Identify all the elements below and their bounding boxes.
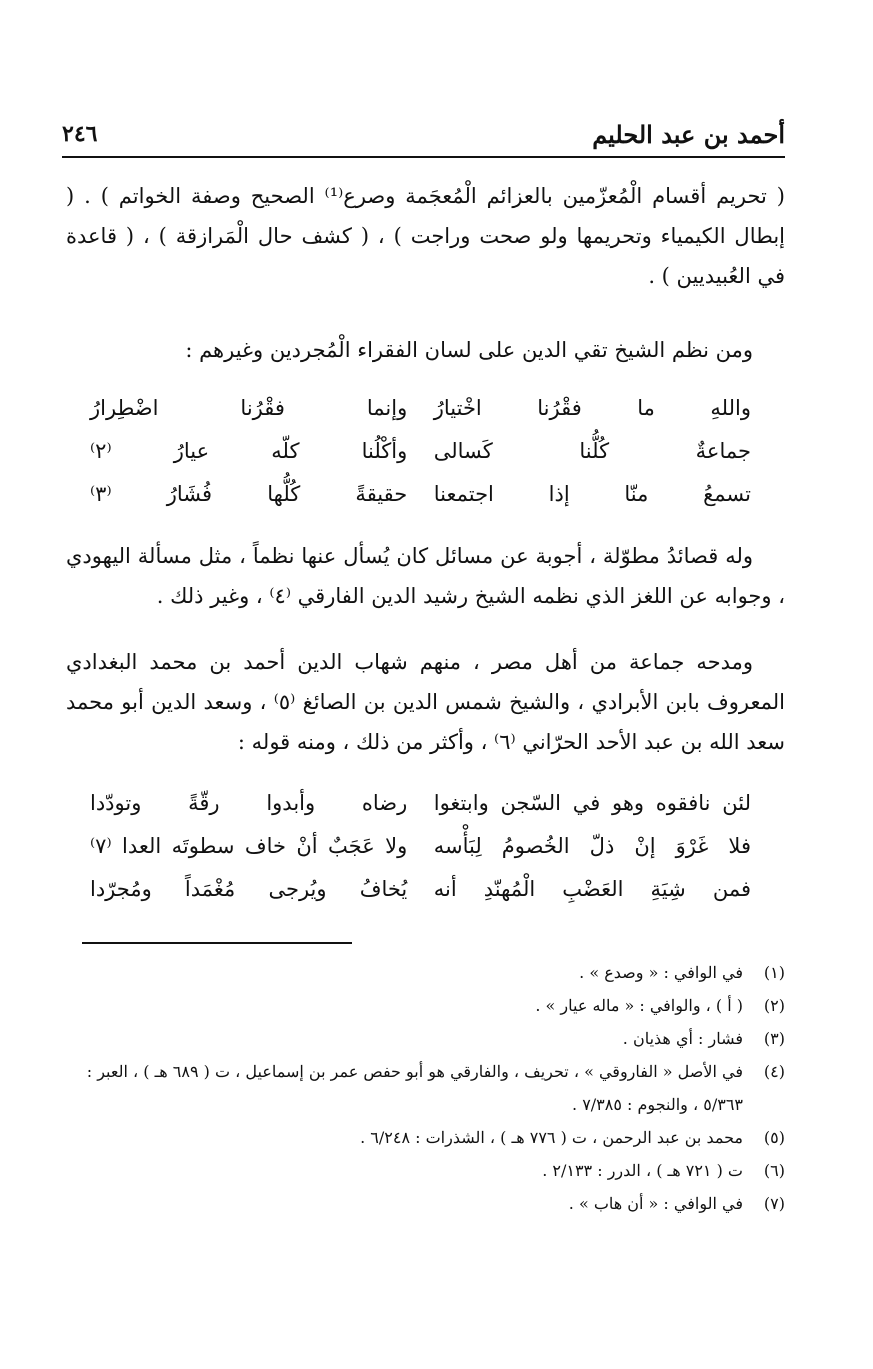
footnote-number: (٣)	[763, 1029, 785, 1048]
footnote-item	[70, 1154, 785, 1187]
verse-right-hemistich: لئن نافقوه وهو في السّجن وابتغوا	[433, 790, 751, 815]
footnote-number: (٧)	[763, 1194, 785, 1213]
poem-two	[90, 781, 751, 910]
footnote-separator	[82, 942, 352, 944]
page-header	[62, 112, 785, 158]
verse-line	[90, 781, 751, 824]
footnote-item	[70, 956, 785, 989]
footnote-item	[70, 1055, 785, 1121]
verse-right-hemistich: فمن شِيَةِ العَضْبِ الْمُهنّدِ أنه	[433, 876, 751, 901]
footnote-item	[70, 1121, 785, 1154]
footnote-item	[70, 989, 785, 1022]
paragraph-long-poems: وله قصائدُ مطوّلة ، أجوبة عن مسائل كان يُسأل عنها نظماً ، مثل مسألة اليهودي ، وجوابه عن اللغز الذي نظمه الشيخ رشيد الدين الفارقي ⁽٤⁾ ، وغير ذلك .	[66, 544, 785, 608]
poem-one	[90, 386, 751, 515]
verse-line	[90, 867, 751, 910]
verse-left-hemistich: رضاه وأبدوا رقّةً وتودّدا	[90, 790, 408, 815]
footnote-text: محمد بن عبد الرحمن ، ت ( ٧٧٦ هـ ) ، الشذرات : ٦/٢٤٨ .	[360, 1128, 743, 1147]
footnote-text: فشار : أي هذيان .	[622, 1029, 743, 1048]
footnote-item	[70, 1187, 785, 1220]
verse-right-hemistich: تسمعُ منّا إذا اجتمعنا	[433, 481, 751, 506]
footnote-number: (٢)	[763, 996, 785, 1015]
footnote-text: في الوافي : « أن هاب » .	[568, 1194, 743, 1213]
verse-left-hemistich: وأكْلُنا كلّه عيارُ ⁽٢⁾	[90, 438, 408, 463]
paragraph-works-list: ( تحريم أقسام الْمُعزّمين بالعزائم الْمُعجَمة وصرع⁽¹⁾ الصحيح وصفة الخواتم ) . ( إبطال الكيمياء وتحريمها ولو صحت وراجت ) ، ( كشف حال الْمَرازقة ) ، ( قاعدة في العُبيديين ) .	[66, 184, 785, 288]
footnote-text: ( أ ) ، والوافي : « ماله عيار » .	[535, 996, 743, 1015]
verse-left-hemistich: وإنما فقْرُنا اضْطِرارُ	[90, 395, 408, 420]
verse-right-hemistich: جماعةٌ كُلُّنا كَسالى	[433, 438, 751, 463]
verse-line	[90, 824, 751, 867]
footnote-number: (١)	[763, 963, 785, 982]
footnote-text: ت ( ٧٢١ هـ ) ، الدرر : ٢/١٣٣ .	[542, 1161, 743, 1180]
footnote-item	[70, 1022, 785, 1055]
paragraph-praisers: ومدحه جماعة من أهل مصر ، منهم شهاب الدين أحمد بن محمد البغدادي المعروف بابن الأبرادي ، والشيخ شمس الدين بن الصائغ ⁽٥⁾ ، وسعد الدين أبو محمد سعد الله بن عبد الأحد الحرّاني ⁽٦⁾ ، وأكثر من ذلك ، ومنه قوله :	[66, 650, 785, 754]
verse-line	[90, 472, 751, 515]
verse-right-hemistich: واللهِ ما فقْرُنا اخْتيارُ	[433, 395, 751, 420]
verse-left-hemistich: ولا عَجَبٌ أنْ خاف سطوتَه العدا ⁽٧⁾	[90, 833, 408, 858]
paragraph-poem-intro: ومن نظم الشيخ تقي الدين على لسان الفقراء الْمُجردين وغيرهم :	[185, 338, 753, 362]
footnote-text: في الوافي : « وصدع » .	[579, 963, 743, 982]
running-title: أحمد بن عبد الحليم	[592, 119, 785, 149]
footnote-number: (٦)	[763, 1161, 785, 1180]
verse-line	[90, 429, 751, 472]
verse-right-hemistich: فلا غَرْوَ إنْ ذلّ الخُصومُ لِبَأْسه	[433, 833, 751, 858]
page-number: ٢٤٦	[62, 121, 98, 147]
footnote-text: في الأصل « الفاروقي » ، تحريف ، والفارقي هو أبو حفص عمر بن إسماعيل ، ت ( ٦٨٩ هـ ) ، العبر : ٥/٣٦٣ ، والنجوم : ٧/٣٨٥ .	[86, 1062, 743, 1114]
footnotes	[70, 956, 785, 1220]
footnote-number: (٤)	[763, 1062, 785, 1081]
verse-line	[90, 386, 751, 429]
verse-left-hemistich: يُخافُ ويُرجى مُغْمَداً ومُجرّدا	[90, 876, 408, 901]
verse-left-hemistich: حقيقةً كُلُّها فُشَارُ ⁽٣⁾	[90, 481, 408, 506]
footnote-number: (٥)	[763, 1128, 785, 1147]
